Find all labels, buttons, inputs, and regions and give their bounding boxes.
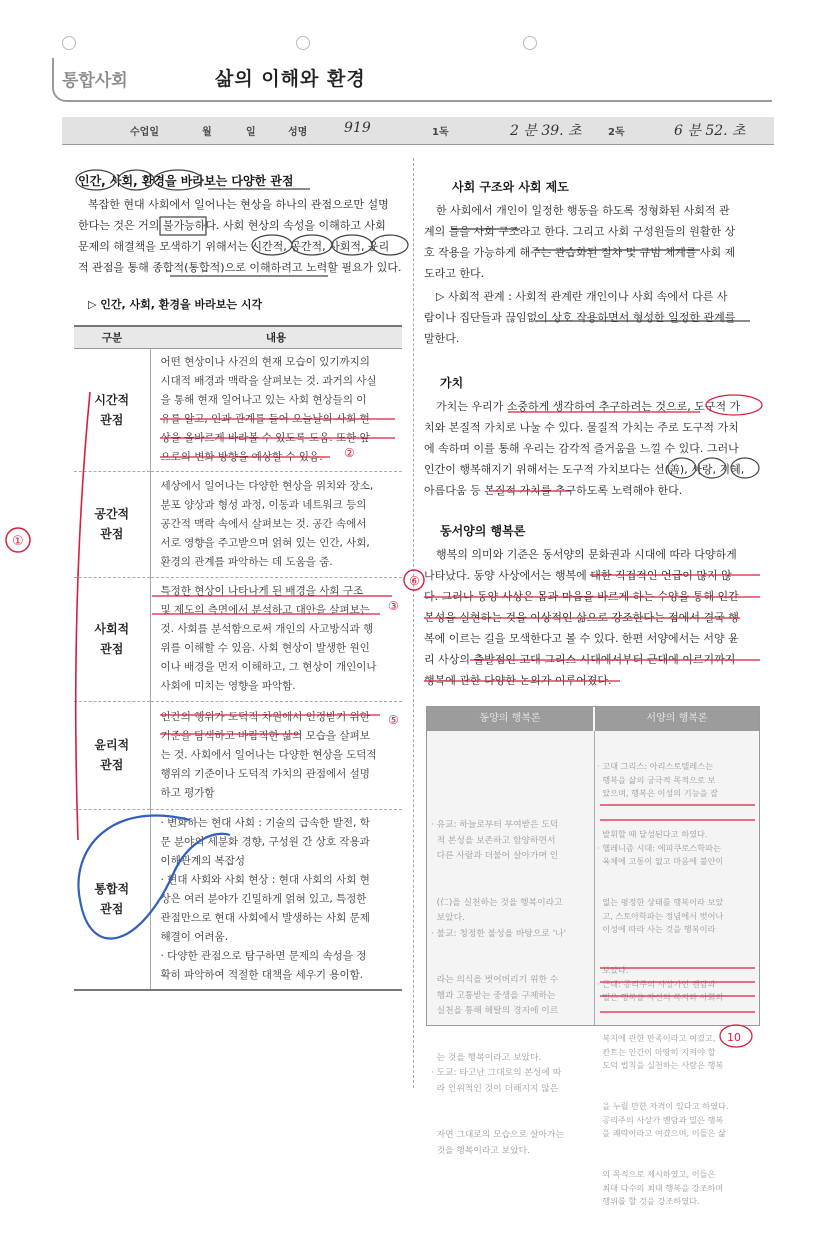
table-row: [74, 701, 402, 809]
east-box-title: 동양의 행복론: [427, 707, 593, 731]
annotation-mark-10: 10: [727, 1031, 741, 1044]
name-value: 919: [344, 120, 371, 136]
punch-hole-center: [296, 36, 310, 50]
west-box-title: 서양의 행복론: [595, 707, 759, 731]
left-sub-heading: ▷ 인간, 사회, 환경을 바라보는 시각: [88, 298, 263, 311]
second-read-label: 2독: [608, 127, 625, 138]
annotation-mark-5: ⑤: [388, 713, 399, 727]
date-label: 수업일: [130, 127, 159, 138]
col-header-content: 내용: [150, 326, 402, 348]
intro-line: 한다는 것은 거의 불가능하다. 사회 현상의 속성을 이해하고 사회: [78, 219, 386, 232]
second-read-time: 6 분 52. 초: [674, 123, 746, 139]
annotation-mark-6: ⑥: [409, 574, 420, 588]
table-row: [74, 577, 402, 701]
red-circle: [6, 528, 30, 552]
row-label: 시간적 관점: [74, 348, 150, 471]
col-header-category: 구분: [74, 326, 150, 348]
section-structure-body: 한 사회에서 개인이 일정한 행동을 하도록 정형화된 사회적 관 계의 틀을 사회 구조라고 한다. 그리고 사회 구성원들의 원활한 상 호 작용을 가능하게 해주는 관습화된 절차 및 규범 체계를 사회 제 도라고 한다.: [424, 204, 736, 280]
row-content: 어떤 현상이나 사건의 현재 모습이 있기까지의 시대적 배경과 맥락을 살펴보는 것. 과거의 사실 을 통해 현재 일어나고 있는 사회 현상들의 이 유를 알고, 인과 관계를 들어 오늘날의 사회 현 상을 올바르게 바라볼 수 있도록 도움. 또한 앞 으로의 변화 방향을 예상할 수 있음.: [150, 348, 402, 471]
row-content: 인간의 행위가 도덕적 차원에서 인정받기 위한 기준을 탐색하고 바람직한 삶의 모습을 살펴보 는 것. 사회에서 일어나는 다양한 현상을 도덕적 행위의 기준이나 도덕적 가치의 관점에서 설명 하고 평가함: [150, 701, 402, 809]
section-heading-structure: 사회 구조와 사회 제도: [452, 180, 569, 194]
table-row: [74, 471, 402, 577]
section-heading-happiness: 동서양의 행복론: [440, 524, 526, 538]
row-label: 사회적 관점: [74, 577, 150, 701]
header-frame: [52, 58, 772, 102]
subject-label: 통합사회: [62, 71, 128, 91]
intro-line: 적 관점을 통해 종합적(통합적)으로 이해하려고 노력할 필요가 있다.: [78, 261, 402, 274]
row-content: 특정한 현상이 나타나게 된 배경을 사회 구조 및 제도의 측면에서 분석하고 대안을 살펴보는 것. 사회를 분석함으로써 개인의 사고방식과 행 위를 이해할 수 있음. 사회 현상이 발생한 원인 이나 배경을 먼저 이해하고, 그 현상이 개인이나 사회에 미치는 영향을 파악함.: [150, 577, 402, 701]
punch-hole-left: [62, 36, 76, 50]
annotation-mark-1: ①: [12, 534, 24, 549]
table-row: [74, 809, 402, 990]
row-label: 통합적 관점: [74, 809, 150, 990]
annotation-mark-2: ②: [344, 446, 355, 460]
intro-line: 복잡한 현대 사회에서 일어나는 현상을 하나의 관점으로만 설명: [88, 198, 389, 211]
row-label: 윤리적 관점: [74, 701, 150, 809]
table-row: [74, 348, 402, 471]
section-heading-value: 가치: [440, 376, 464, 390]
first-read-time: 2 분 39. 초: [510, 123, 582, 139]
left-intro: [78, 194, 408, 278]
box-divider: [594, 731, 595, 1025]
intro-line: 문제의 해결책을 모색하기 위해서는 시간적, 공간적, 사회적, 윤리: [78, 240, 390, 253]
column-divider: [413, 158, 414, 1088]
row-label: 공간적 관점: [74, 471, 150, 577]
east-box-content: · 유교: 하늘로부터 부여받은 도덕 적 본성을 보존하고 함양하면서 다른 사람과 더불어 살아가며 인 (仁)을 실천하는 것을 행복이라고 보았다. · 불교: 청정한 불성을 바탕으로 '나' 라는 의식을 벗어버리기 위한 수 행과 고통받는 중생을 구제하는 실천을 통해 해탈의 경지에 이르 는 것을 행복이라고 보았다. · 도교: 타고난 그대로의 본성에 따 라 인위적인 것이 더해지지 않은 자연 그대로의 모습으로 살아가는 것을 행복이라고 보았다.: [431, 820, 567, 1156]
section-value-body: 가치는 우리가 소중하게 생각하여 추구하려는 것으로, 도구적 가 치와 본질적 가치로 나눌 수 있다. 물질적 가치는 주로 도구적 가치 에 속하며 이를 통해 우리는 감각적 즐거움을 느낄 수 있다. 그러나 인간이 행복해지기 위해서는 도구적 가치보다는 선(善), 사랑, 지혜, 아름다움 등 본질적 가치를 추구하도록 노력해야 한다.: [424, 400, 745, 497]
name-label: 성명: [288, 127, 308, 138]
punch-hole-right: [523, 36, 537, 50]
row-content: · 변화하는 현대 사회 : 기술의 급속한 발전, 학 문 분야의 세분화 경향, 구성원 간 상호 작용과 이해관계의 복잡성 · 현대 사회와 사회 현상 : 현대 사회의 사회 현 상은 여러 분야가 긴밀하게 얽혀 있고, 특정한 관점만으로 현대 사회에서 발생하는 사회 문제 해결이 어려움. · 다양한 관점으로 탐구하면 문제의 속성을 정 확히 파악하여 적절한 대책을 세우기 용이함.: [150, 809, 402, 990]
social-relation-note: ▷ 사회적 관계 : 사회적 관계란 개인이나 사회 속에서 다른 사 람이나 집단들과 끊임없이 상호 작용하면서 형성한 일정한 관계를 말한다.: [424, 290, 736, 345]
red-circle: [404, 570, 424, 590]
section-happiness-body: 행복의 의미와 기준은 동서양의 문화권과 시대에 따라 다양하게 나타났다. 동양 사상에서는 행복에 대한 직접적인 언급이 많지 않 다. 그러나 동양 사상은 몸과 마음을 바르게 하는 수양을 통해 인간 본성을 실현하는 것을 이상적인 삶으로 강조한다는 점에서 결국 행 복에 이르는 길을 모색한다고 볼 수 있다. 한편 서양에서는 서양 윤 리 사상의 출발점인 고대 그리스 시대에서부터 근대에 이르기까지 행복에 관한 다양한 논의가 이루어졌다.: [424, 548, 739, 687]
row-content: 세상에서 일어나는 다양한 현상을 위치와 장소, 분포 양상과 형성 과정, 이동과 네트워크 등의 공간적 맥락 속에서 살펴보는 것. 공간 속에서 서로 영향을 주고받으며 얽혀 있는 인간, 사회, 환경의 관계를 파악하는 데 도움을 줌.: [150, 471, 402, 577]
page-title: 삶의 이해와 환경: [215, 68, 366, 90]
left-heading: 인간, 사회, 환경을 바라보는 다양한 관점: [78, 174, 294, 188]
first-read-label: 1독: [432, 127, 449, 138]
annotation-mark-3: ③: [388, 599, 399, 613]
perspective-table: [74, 325, 402, 991]
west-box-content: · 고대 그리스: 아리스토텔레스는 행복을 삶의 궁극적 목적으로 보 았으며, 행복은 이성의 기능을 잘 발휘할 때 달성된다고 하였다. · 헬레니즘 시대: 에피쿠로스학파는 육체에 고통이 없고 마음에 불안이 없는 평정한 상태를 행복이라 보았 고, 스토아학파는 정념에서 벗어나 이성에 따라 사는 것을 행복이라 보았다. · 근대: 공리주의 사상가인 벤담과 밀은 행복을 자신의 복지와 사회의 복지에 관한 만족이라고 여겼고, 칸트는 인간이 마땅히 지켜야 할 도덕 법칙을 실천하는 사람은 행복 을 누릴 만한 자격이 있다고 하였다. 공리주의 사상가 벤담과 밀은 행복 을 쾌락이라고 여겼으며, 이들은 삶 의 목적으로 제시하였고, 이들은 최대 다수의 최대 행복을 강조하며 행위를 할 것을 강조하였다.: [597, 761, 729, 1207]
month-label: 월: [202, 127, 212, 138]
info-strip: [62, 117, 774, 145]
day-label: 일: [246, 127, 256, 138]
